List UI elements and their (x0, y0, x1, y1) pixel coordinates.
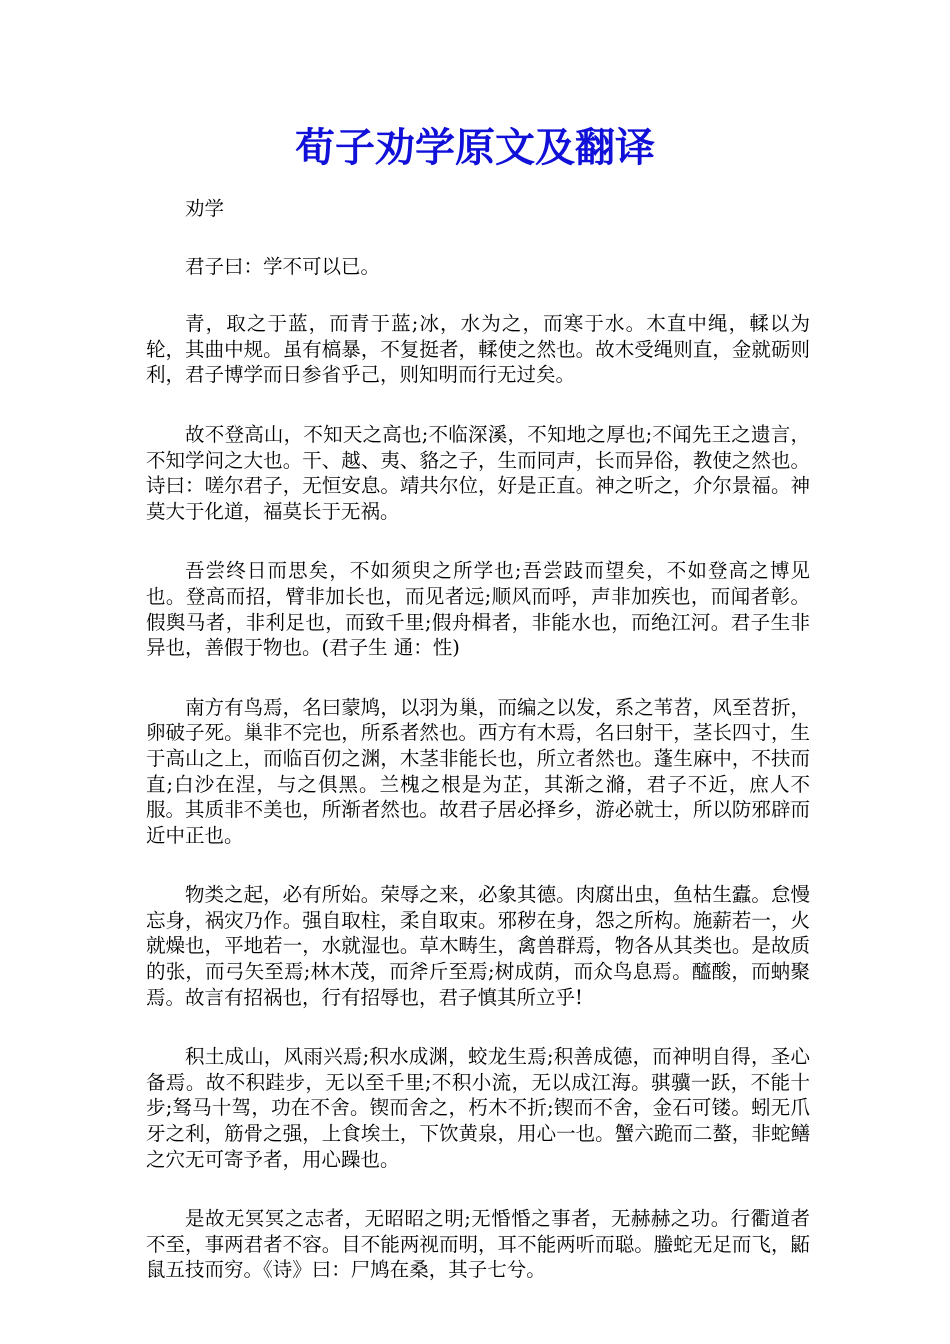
document-title: 荀子劝学原文及翻译 (295, 124, 655, 171)
paragraph: 南方有鸟焉，名曰蒙鸠，以羽为巢，而编之以发，系之苇苕，风至苕折，卵破子死。巢非不完也，所系者然也。西方有木焉，名曰射干，茎长四寸，生于高山之上，而临百仞之渊，木茎非能长也，所立者然也。蓬生麻中，不扶而直;白沙在涅，与之俱黑。兰槐之根是为芷，其渐之滫，君子不近，庶人不服。其质非不美也，所渐者然也。故君子居必择乡，游必就士，所以防邪辟而近中正也。 (146, 695, 810, 847)
paragraph: 君子曰：学不可以已。 (185, 254, 381, 278)
paragraph: 是故无冥冥之志者，无昭昭之明;无惛惛之事者，无赫赫之功。行衢道者不至，事两君者不容。目不能两视而明，耳不能两听而聪。螣蛇无足而飞，鼫鼠五技而穷。《诗》曰：尸鸠在桑，其子七兮。 (146, 1207, 810, 1282)
document-body (146, 196, 810, 1317)
paragraph: 青，取之于蓝，而青于蓝;冰，水为之，而寒于水。木直中绳，輮以为轮，其曲中规。虽有槁暴，不复挺者，輮使之然也。故木受绳则直，金就砺则利，君子博学而日参省乎己，则知明而行无过矣。 (146, 312, 810, 387)
paragraph: 积土成山，风雨兴焉;积水成渊，蛟龙生焉;积善成德，而神明自得，圣心备焉。故不积跬步，无以至千里;不积小流，无以成江海。骐骥一跃，不能十步;驽马十驾，功在不舍。锲而舍之，朽木不折;锲而不舍，金石可镂。蚓无爪牙之利，筋骨之强，上食埃土，下饮黄泉，用心一也。蟹六跪而二螯，非蛇鳝之穴无可寄予者，用心躁也。 (146, 1045, 810, 1171)
paragraph: 故不登高山，不知天之高也;不临深溪，不知地之厚也;不闻先王之遗言，不知学问之大也。干、越、夷、貉之子，生而同声，长而异俗，教使之然也。诗曰：嗟尔君子，无恒安息。靖共尔位，好是正直。神之听之，介尔景福。神莫大于化道，福莫长于无祸。 (146, 422, 810, 523)
paragraph: 吾尝终日而思矣，不如须臾之所学也;吾尝跂而望矣，不如登高之博见也。登高而招，臂非加长也，而见者远;顺风而呼，声非加疾也，而闻者彰。假舆马者，非利足也，而致千里;假舟楫者，非能水也，而绝江河。君子生非异也，善假于物也。(君子生 通：性) (146, 559, 810, 660)
section-heading: 劝学 (185, 197, 225, 220)
paragraph: 物类之起，必有所始。荣辱之来，必象其德。肉腐出虫，鱼枯生蠹。怠慢忘身，祸灾乃作。强自取柱，柔自取束。邪秽在身，怨之所构。施薪若一，火就燥也，平地若一，水就湿也。草木畴生，禽兽群焉，物各从其类也。是故质的张，而弓矢至焉;林木茂，而斧斤至焉;树成荫，而众鸟息焉。醯酸，而蚋聚焉。故言有招祸也，行有招辱也，君子慎其所立乎! (146, 883, 810, 1009)
